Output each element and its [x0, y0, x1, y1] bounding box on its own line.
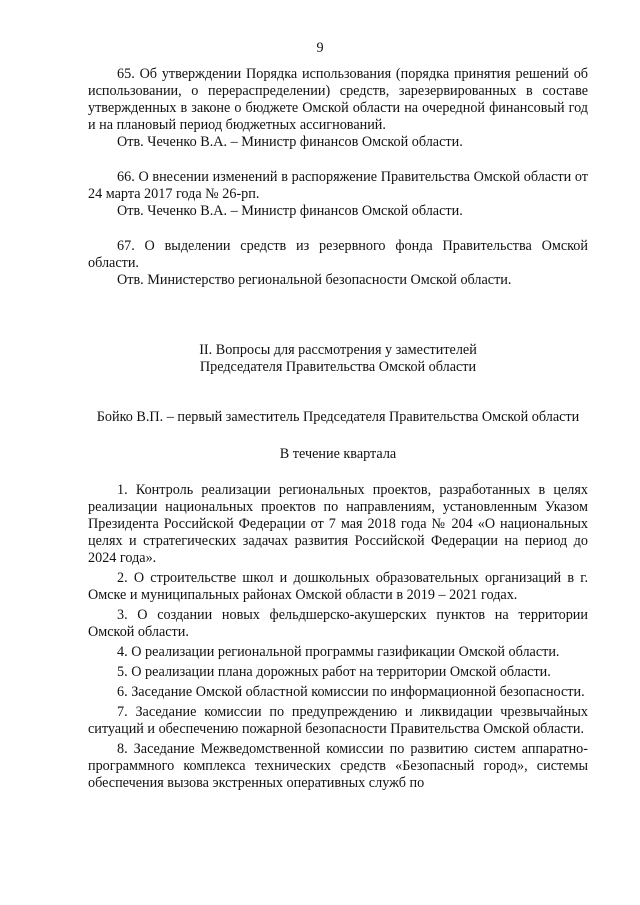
agenda-item-65: 65. Об утверждении Порядка использования (порядка принятия решений об использовании, о перераспределении) средств, зарезервированных в составе утвержденных в законе о бюджете Омской области на очередной финансовый год и на плановый период бюджетных ассигнований. — [88, 66, 589, 133]
agenda-item-65-responsible: Отв. Чеченко В.А. – Министр финансов Омской области. — [117, 134, 463, 150]
list-item: 3. О создании новых фельдшерско-акушерских пунктов на территории Омской области. — [88, 607, 588, 640]
section-title-line2: Председателя Правительства Омской области — [199, 359, 477, 375]
official-name: Бойко В.П. – первый заместитель Председателя Правительства Омской области — [96, 409, 580, 425]
section-title-line1: II. Вопросы для рассмотрения у заместителей — [199, 342, 477, 358]
list-item: 5. О реализации плана дорожных работ на территории Омской области. — [117, 664, 551, 680]
agenda-item-66: 66. О внесении изменений в распоряжение Правительства Омской области от 24 марта 2017 года № 26-рп. — [88, 169, 588, 202]
agenda-item-67-responsible: Отв. Министерство региональной безопасности Омской области. — [117, 272, 512, 288]
list-item: 2. О строительстве школ и дошкольных образовательных организаций в г. Омске и муниципальных районах Омской области в 2019 – 2021 годах. — [88, 570, 588, 603]
page-number: 9 — [316, 40, 324, 56]
agenda-item-66-responsible: Отв. Чеченко В.А. – Министр финансов Омской области. — [117, 203, 463, 219]
agenda-items-b — [88, 482, 588, 795]
list-item: 1. Контроль реализации региональных проектов, разработанных в целях реализации национальных проектов по направлениям, установленным Указом Президента Российской Федерации от 7 мая 2018 года № 204 «О национальных целях и стратегических задачах развития Российской Федерации на период до 2024 года». — [88, 482, 588, 566]
period-block — [88, 446, 588, 463]
agenda-item-67: 67. О выделении средств из резервного фонда Правительства Омской области. — [88, 238, 588, 271]
period-label: В течение квартала — [279, 446, 397, 462]
list-item: 4. О реализации региональной программы газификации Омской области. — [117, 644, 560, 660]
official-block — [88, 409, 588, 426]
section-title — [88, 342, 588, 376]
list-item: 8. Заседание Межведомственной комиссии по развитию систем аппаратно-программного комплекса технических средств «Безопасный город», системы обеспечения вызова экстренных оперативных служб по — [88, 741, 588, 791]
list-item: 6. Заседание Омской областной комиссии по информационной безопасности. — [117, 684, 585, 700]
list-item: 7. Заседание комиссии по предупреждению и ликвидации чрезвычайных ситуаций и обеспечению пожарной безопасности Правительства Омской области. — [88, 704, 588, 737]
agenda-items-a — [88, 66, 588, 289]
